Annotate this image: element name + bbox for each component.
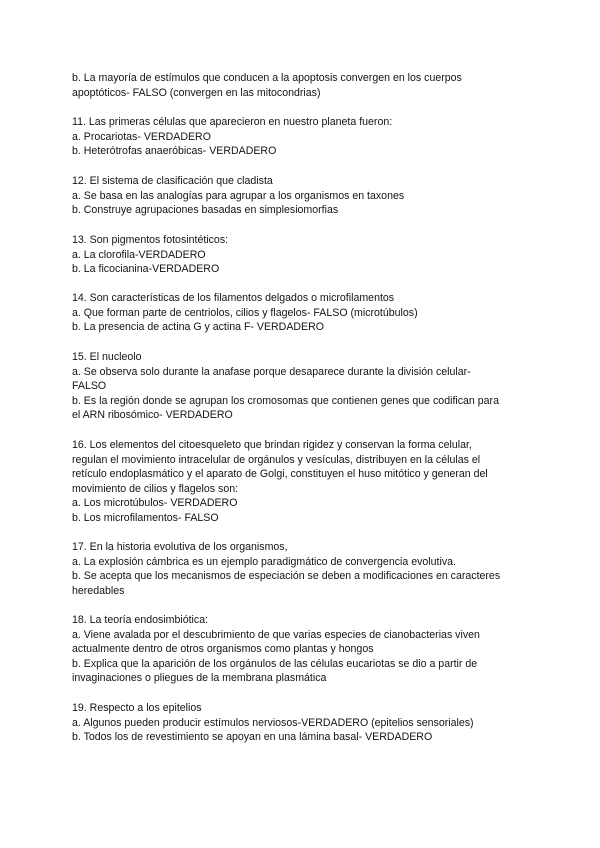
question-11 (72, 115, 532, 159)
question-13 (72, 233, 532, 277)
answer-b: b. Es la región donde se agrupan los cromosomas que contienen genes que codifican para (72, 394, 499, 407)
question-12 (72, 174, 532, 218)
question-15 (72, 350, 532, 423)
answer-a: a. Se observa solo durante la anafase porque desaparece durante la división celular- (72, 365, 471, 378)
question-16 (72, 438, 532, 525)
question-text-cont: movimiento de cilios y flagelos son: (72, 482, 239, 495)
answer-b: b. Heterótrofas anaeróbicas- VERDADERO (72, 145, 277, 157)
answer-b: b. Se acepta que los mecanismos de especiación se deben a modificaciones en caracteres (72, 570, 501, 582)
answer-b-cont: invaginaciones o pliegues de la membrana plasmática (72, 672, 327, 684)
answer-b: b. Construye agrupaciones basadas en simplesiomorfias (72, 204, 339, 216)
answer-b: b. La ficocianina-VERDADERO (72, 263, 220, 275)
text-line: b. La mayoría de estímulos que conducen a la apoptosis convergen en los cuerpos (72, 72, 462, 84)
question-14 (72, 291, 532, 335)
question-text: 17. En la historia evolutiva de los organismos, (72, 541, 288, 553)
question-19 (72, 701, 532, 745)
question-text: 13. Son pigmentos fotosintéticos: (72, 234, 229, 246)
question-text: 19. Respecto a los epitelios (72, 702, 202, 714)
answer-a: a. La clorofila-VERDADERO (72, 248, 206, 261)
answer-b: b. La presencia de actina G y actina F- VERDADERO (72, 321, 325, 333)
answer-a: a. Los microtúbulos- VERDADERO (72, 497, 238, 509)
question-text: 16. Los elementos del citoesqueleto que brindan rigidez y conservan la forma celular, (72, 439, 472, 451)
answer-a: a. Que forman parte de centriolos, cilios y flagelos- FALSO (microtúbulos) (72, 306, 418, 319)
answer-b: b. Los microfilamentos- FALSO (72, 511, 219, 524)
answer-a-cont: actualmente dentro de otros organismos como plantas y hongos (72, 643, 374, 655)
question-text-cont: regulan el movimiento intracelular de orgánulos y vesículas, distribuyen en la células el (72, 453, 481, 466)
answer-a: a. La explosión cámbrica es un ejemplo paradigmático de convergencia evolutiva. (72, 555, 456, 568)
answer-a: a. Se basa en las analogías para agrupar a los organismos en taxones (72, 189, 405, 202)
question-text: 11. Las primeras células que aparecieron en nuestro planeta fueron: (72, 116, 393, 128)
answer-b: b. Explica que la aparición de los orgánulos de las células eucariotas se dio a partir de (72, 657, 478, 670)
question-text: 18. La teoría endosimbiótica: (72, 614, 209, 626)
intro-paragraph (72, 71, 532, 100)
question-text: 15. El nucleolo (72, 351, 142, 363)
answer-a: a. Viene avalada por el descubrimiento de que varias especies de cianobacterias viven (72, 628, 480, 641)
question-text-cont: retículo endoplasmático y el aparato de Golgi, constituyen el huso mitótico y generan del (72, 468, 488, 480)
answer-a: a. Procariotas- VERDADERO (72, 130, 211, 143)
text-line: apoptóticos- FALSO (convergen en las mitocondrias) (72, 86, 321, 99)
answer-a: a. Algunos pueden producir estímulos nerviosos-VERDADERO (epitelios sensoriales) (72, 716, 474, 729)
answer-b: b. Todos los de revestimiento se apoyan en una lámina basal- VERDADERO (72, 731, 433, 743)
answer-b-cont: el ARN ribosómico- VERDADERO (72, 409, 233, 421)
question-text: 14. Son características de los filamentos delgados o microfilamentos (72, 292, 395, 304)
answer-b-cont: heredables (72, 584, 125, 597)
question-17 (72, 540, 532, 598)
question-18 (72, 613, 532, 686)
question-text: 12. El sistema de clasificación que cladista (72, 175, 273, 187)
answer-a-cont: FALSO (72, 380, 107, 392)
